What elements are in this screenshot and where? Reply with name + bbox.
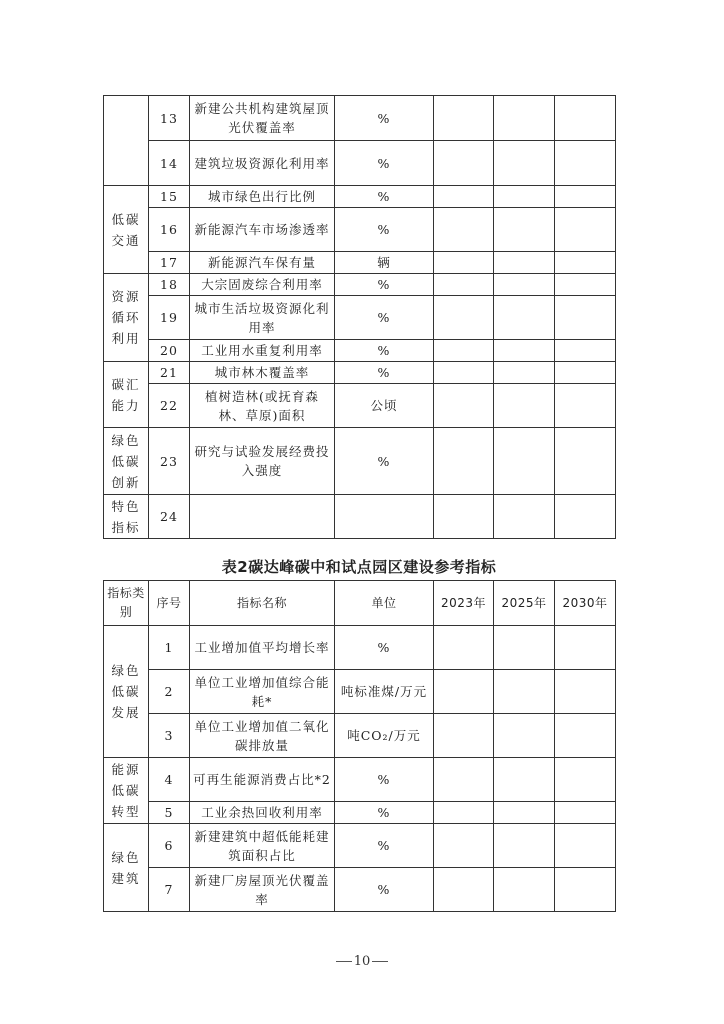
value-2023 bbox=[434, 758, 494, 802]
value-2030 bbox=[555, 340, 616, 362]
value-2025 bbox=[494, 868, 555, 912]
row-number: 5 bbox=[149, 802, 190, 824]
indicator-name: 工业余热回收利用率 bbox=[190, 802, 335, 824]
value-2025 bbox=[494, 626, 555, 670]
indicator-name: 工业用水重复利用率 bbox=[190, 340, 335, 362]
value-2023 bbox=[434, 495, 494, 539]
value-2023 bbox=[434, 868, 494, 912]
value-2025 bbox=[494, 824, 555, 868]
value-2023 bbox=[434, 208, 494, 252]
category-cell: 特色指标 bbox=[104, 495, 149, 539]
indicator-name: 新建公共机构建筑屋顶光伏覆盖率 bbox=[190, 96, 335, 141]
value-2025 bbox=[494, 714, 555, 758]
value-2023 bbox=[434, 802, 494, 824]
indicator-unit: 公顷 bbox=[335, 384, 434, 428]
table-row bbox=[104, 802, 616, 824]
indicator-unit: % bbox=[335, 428, 434, 495]
row-number: 23 bbox=[149, 428, 190, 495]
page-number-text: 10 bbox=[353, 954, 371, 969]
value-2030 bbox=[555, 208, 616, 252]
header-name: 指标名称 bbox=[190, 581, 335, 626]
indicator-name: 单位工业增加值二氧化碳排放量 bbox=[190, 714, 335, 758]
indicator-unit: 辆 bbox=[335, 252, 434, 274]
value-2030 bbox=[555, 96, 616, 141]
indicator-unit: % bbox=[335, 141, 434, 186]
table-row bbox=[104, 868, 616, 912]
indicator-name bbox=[190, 495, 335, 539]
table-row bbox=[104, 824, 616, 868]
value-2025 bbox=[494, 670, 555, 714]
indicator-unit: % bbox=[335, 96, 434, 141]
value-2023 bbox=[434, 428, 494, 495]
category-cell: 碳汇能力 bbox=[104, 362, 149, 428]
table-row bbox=[104, 208, 616, 252]
indicator-table-1 bbox=[103, 95, 616, 539]
header-2025: 2025年 bbox=[494, 581, 555, 626]
value-2023 bbox=[434, 252, 494, 274]
row-number: 1 bbox=[149, 626, 190, 670]
value-2023 bbox=[434, 626, 494, 670]
indicator-unit: % bbox=[335, 758, 434, 802]
value-2025 bbox=[494, 384, 555, 428]
row-number: 21 bbox=[149, 362, 190, 384]
indicator-unit: % bbox=[335, 802, 434, 824]
row-number: 20 bbox=[149, 340, 190, 362]
table-2-title: 表2碳达峰碳中和试点园区建设参考指标 bbox=[221, 558, 497, 576]
value-2030 bbox=[555, 296, 616, 340]
row-number: 6 bbox=[149, 824, 190, 868]
header-2023: 2023年 bbox=[434, 581, 494, 626]
indicator-unit: % bbox=[335, 362, 434, 384]
value-2030 bbox=[555, 802, 616, 824]
value-2023 bbox=[434, 670, 494, 714]
header-number: 序号 bbox=[149, 581, 190, 626]
value-2025 bbox=[494, 362, 555, 384]
value-2025 bbox=[494, 274, 555, 296]
indicator-name: 单位工业增加值综合能耗* bbox=[190, 670, 335, 714]
indicator-name: 工业增加值平均增长率 bbox=[190, 626, 335, 670]
value-2025 bbox=[494, 340, 555, 362]
value-2030 bbox=[555, 428, 616, 495]
table-row bbox=[104, 96, 616, 141]
value-2030 bbox=[555, 714, 616, 758]
value-2030 bbox=[555, 868, 616, 912]
value-2025 bbox=[494, 96, 555, 141]
value-2030 bbox=[555, 274, 616, 296]
value-2023 bbox=[434, 186, 494, 208]
table-row bbox=[104, 758, 616, 802]
value-2023 bbox=[434, 340, 494, 362]
value-2030 bbox=[555, 186, 616, 208]
indicator-unit: % bbox=[335, 296, 434, 340]
category-cell: 绿色低碳创新 bbox=[104, 428, 149, 495]
value-2023 bbox=[434, 384, 494, 428]
indicator-unit: % bbox=[335, 186, 434, 208]
value-2030 bbox=[555, 384, 616, 428]
table-row bbox=[104, 252, 616, 274]
dash-left bbox=[336, 961, 352, 962]
indicator-unit: 吨标准煤/万元 bbox=[335, 670, 434, 714]
indicator-name: 研究与试验发展经费投入强度 bbox=[190, 428, 335, 495]
row-number: 24 bbox=[149, 495, 190, 539]
header-2030: 2030年 bbox=[555, 581, 616, 626]
value-2030 bbox=[555, 626, 616, 670]
table-row bbox=[104, 428, 616, 495]
row-number: 14 bbox=[149, 141, 190, 186]
table-row bbox=[104, 274, 616, 296]
indicator-unit: % bbox=[335, 340, 434, 362]
table-row bbox=[104, 384, 616, 428]
indicator-name: 可再生能源消费占比*2 bbox=[190, 758, 335, 802]
value-2025 bbox=[494, 296, 555, 340]
value-2030 bbox=[555, 670, 616, 714]
header-category: 指标类别 bbox=[104, 581, 149, 626]
row-number: 16 bbox=[149, 208, 190, 252]
value-2030 bbox=[555, 495, 616, 539]
indicator-unit: % bbox=[335, 208, 434, 252]
value-2030 bbox=[555, 362, 616, 384]
category-cell: 低碳交通 bbox=[104, 186, 149, 274]
row-number: 19 bbox=[149, 296, 190, 340]
value-2025 bbox=[494, 758, 555, 802]
row-number: 18 bbox=[149, 274, 190, 296]
row-number: 15 bbox=[149, 186, 190, 208]
indicator-unit: % bbox=[335, 626, 434, 670]
value-2025 bbox=[494, 208, 555, 252]
row-number: 17 bbox=[149, 252, 190, 274]
value-2023 bbox=[434, 714, 494, 758]
value-2030 bbox=[555, 252, 616, 274]
value-2030 bbox=[555, 141, 616, 186]
indicator-name: 新建厂房屋顶光伏覆盖率 bbox=[190, 868, 335, 912]
indicator-unit: % bbox=[335, 868, 434, 912]
indicator-name: 城市绿色出行比例 bbox=[190, 186, 335, 208]
value-2025 bbox=[494, 186, 555, 208]
indicator-name: 建筑垃圾资源化利用率 bbox=[190, 141, 335, 186]
indicator-unit: % bbox=[335, 824, 434, 868]
row-number: 7 bbox=[149, 868, 190, 912]
table-row bbox=[104, 340, 616, 362]
table-row bbox=[104, 362, 616, 384]
table-row bbox=[104, 626, 616, 670]
page-number bbox=[0, 954, 724, 969]
value-2023 bbox=[434, 141, 494, 186]
table-row bbox=[104, 141, 616, 186]
row-number: 2 bbox=[149, 670, 190, 714]
table-header-row bbox=[104, 581, 616, 626]
indicator-table-2 bbox=[103, 580, 616, 912]
category-cell: 资源循环利用 bbox=[104, 274, 149, 362]
value-2023 bbox=[434, 824, 494, 868]
dash-right bbox=[372, 961, 388, 962]
row-number: 13 bbox=[149, 96, 190, 141]
value-2023 bbox=[434, 96, 494, 141]
indicator-name: 新能源汽车保有量 bbox=[190, 252, 335, 274]
value-2025 bbox=[494, 428, 555, 495]
indicator-name: 城市林木覆盖率 bbox=[190, 362, 335, 384]
row-number: 3 bbox=[149, 714, 190, 758]
value-2025 bbox=[494, 141, 555, 186]
value-2023 bbox=[434, 296, 494, 340]
indicator-name: 植树造林(或抚育森林、草原)面积 bbox=[190, 384, 335, 428]
category-cell: 绿色建筑 bbox=[104, 824, 149, 912]
category-cell bbox=[104, 96, 149, 186]
indicator-unit: % bbox=[335, 274, 434, 296]
indicator-name: 新能源汽车市场渗透率 bbox=[190, 208, 335, 252]
value-2025 bbox=[494, 802, 555, 824]
indicator-unit: 吨CO₂/万元 bbox=[335, 714, 434, 758]
category-cell: 绿色低碳发展 bbox=[104, 626, 149, 758]
value-2025 bbox=[494, 252, 555, 274]
row-number: 22 bbox=[149, 384, 190, 428]
indicator-name: 新建建筑中超低能耗建筑面积占比 bbox=[190, 824, 335, 868]
table-row bbox=[104, 670, 616, 714]
category-cell: 能源低碳转型 bbox=[104, 758, 149, 824]
table-row bbox=[104, 714, 616, 758]
value-2030 bbox=[555, 824, 616, 868]
header-unit: 单位 bbox=[335, 581, 434, 626]
value-2023 bbox=[434, 274, 494, 296]
indicator-name: 大宗固废综合利用率 bbox=[190, 274, 335, 296]
table-row bbox=[104, 186, 616, 208]
table-row bbox=[104, 296, 616, 340]
value-2023 bbox=[434, 362, 494, 384]
row-number: 4 bbox=[149, 758, 190, 802]
indicator-name: 城市生活垃圾资源化利用率 bbox=[190, 296, 335, 340]
value-2025 bbox=[494, 495, 555, 539]
value-2030 bbox=[555, 758, 616, 802]
indicator-unit bbox=[335, 495, 434, 539]
table-row bbox=[104, 495, 616, 539]
